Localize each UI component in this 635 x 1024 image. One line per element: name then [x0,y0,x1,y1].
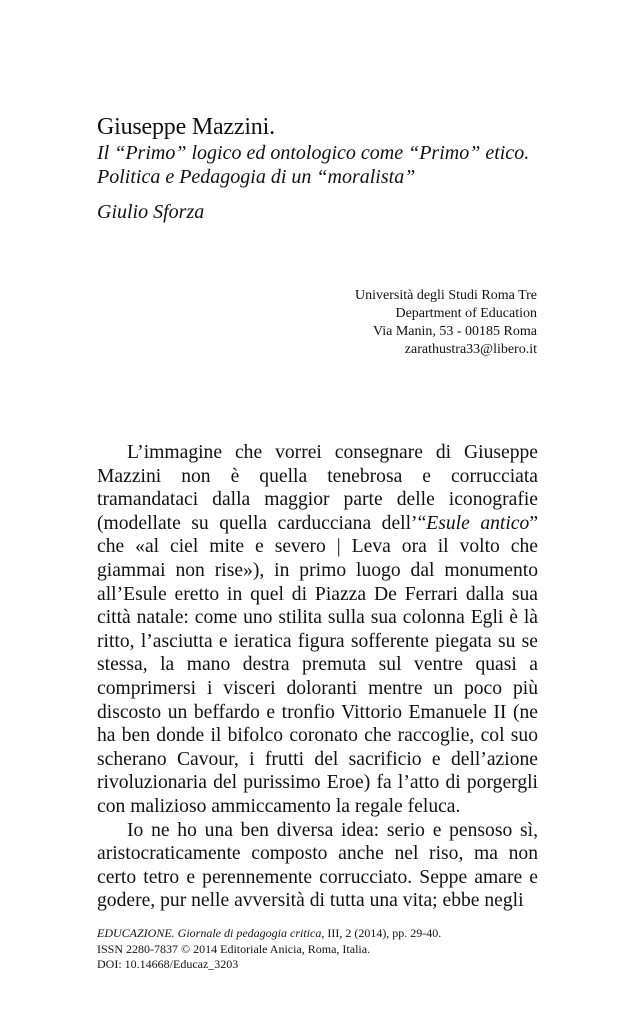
affiliation-department: Department of Education [395,306,537,321]
article-body [97,441,538,913]
paragraph-1-text-b: ” che «al ciel mite e severo | Leva ora il volto che giammai non rise»), in primo luogo dal monumento all’Esule eretto in quel di Piazza De Ferrari dalla sua città natale: come uno stilita sulla sua colonna Egli è là ritto, l’asciutta e ieratica figura sofferente piegata su se stessa, la mano destra premuta sul ventre quasi a comprimersi i visceri doloranti mentre un poco più discosto un beffardo e tronfio Vittorio Emanuele II (ne ha ben donde il bifolco coronato che raccoglie, col suo scherano Cavour, i frutti del sacrificio e dell’azione rivoluzionaria del purissimo Eroe) fa l’atto di porgergli con malizioso ammiccamento la regale feluca. [97,512,539,817]
article-subtitle-line-1: Il “Primo” logico ed ontologico come “Primo” etico. [97,142,530,164]
affiliation-address: Via Manin, 53 - 00185 Roma [372,324,537,339]
author-affiliation [355,287,537,359]
footer-doi: DOI: 10.14668/Educaz_3203 [97,957,239,971]
title-block [97,114,547,189]
footer-issn: ISSN 2280-7837 © 2014 Editoriale Anicia, Roma, Italia. [97,941,371,956]
journal-footer [97,926,441,973]
paragraph-1-text-a: L’immagine che vorrei consegnare di Giuseppe Mazzini non è quella tenebrosa e corrucciata tramandataci dalla maggior parte delle iconografie (modellate su quella carducciana dell’“ [97,442,538,534]
article-title: Giuseppe Mazzini. [97,114,275,140]
affiliation-email: zarathustra33@libero.it [404,342,537,357]
body-paragraph-1 [97,441,538,819]
article-subtitle-line-2: Politica e Pedagogia di un “moralista” [97,166,416,188]
footer-journal-issue: , III, 2 (2014), pp. 29-40. [321,926,442,940]
paragraph-1-emphasis: Esule antico [426,512,530,534]
footer-journal-name: EDUCAZIONE. Giornale di pedagogia critica [97,926,322,940]
article-author: Giulio Sforza [97,201,205,223]
body-paragraph-2: Io ne ho una ben diversa idea: serio e pensoso sì, aristocraticamente composto anche nel riso, ma non certo tetro e perennemente corrucciato. Seppe amare e godere, pur nelle avversità di tutta una vita; ebbe negli [97,819,538,912]
affiliation-university: Università degli Studi Roma Tre [355,288,537,303]
footer-journal-line [97,926,441,942]
